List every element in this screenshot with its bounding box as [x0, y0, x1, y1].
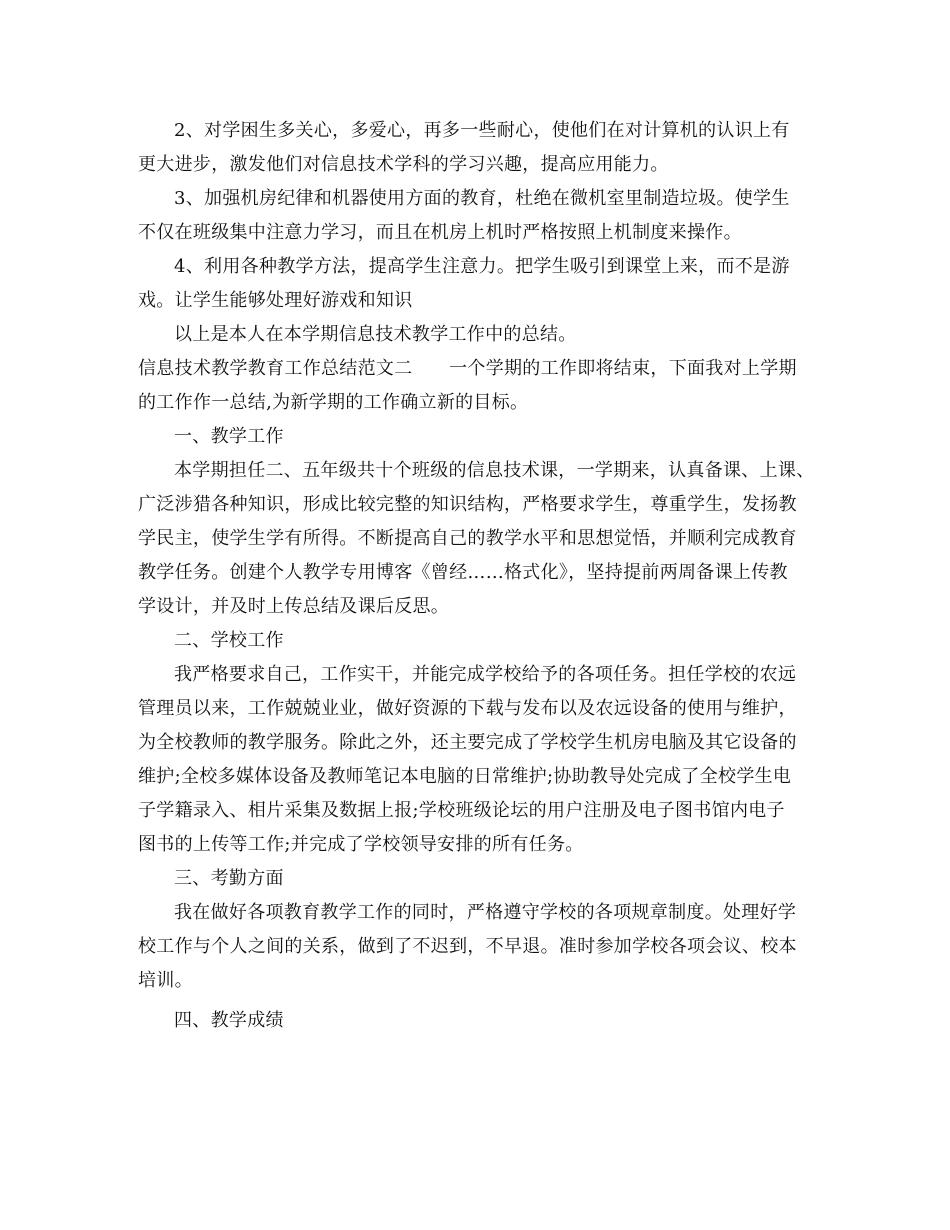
text-line: 3、加强机房纪律和机器使用方面的教育，杜绝在微机室里制造垃圾。使学生	[174, 188, 790, 209]
text-line: 培训。	[138, 970, 193, 991]
text-line: 学设计，并及时上传总结及课后反思。	[138, 596, 450, 617]
text-line: 2、对学困生多关心，多爱心，再多一些耐心，使他们在对计算机的认识上有	[174, 120, 790, 141]
section-heading: 三、考勤方面	[174, 868, 284, 889]
text-line: 戏。让学生能够处理好游戏和知识	[138, 290, 413, 311]
text-line: 为全校教师的教学服务。除此之外，还主要完成了学校学生机房电脑及其它设备的	[138, 732, 797, 753]
text-line: 广泛涉猎各种知识，形成比较完整的知识结构，严格要求学生，尊重学生，发扬教	[138, 494, 797, 515]
text-line: 我严格要求自己，工作实干，并能完成学校给予的各项任务。担任学校的农远	[174, 664, 797, 685]
text-line: 本学期担任二、五年级共十个班级的信息技术课，一学期来，认真备课、上课、	[174, 460, 815, 481]
text-line: 学民主，使学生学有所得。不断提高自己的教学水平和思想觉悟，并顺利完成教育	[138, 528, 797, 549]
text-line: 信息技术教学教育工作总结范文二 一个学期的工作即将结束，下面我对上学期	[138, 358, 797, 379]
text-line: 子学籍录入、相片采集及数据上报;学校班级论坛的用户注册及电子图书馆内电子	[138, 800, 785, 821]
text-line: 校工作与个人之间的关系，做到了不迟到，不早退。准时参加学校各项会议、校本	[138, 936, 797, 957]
text-line: 我在做好各项教育教学工作的同时，严格遵守学校的各项规章制度。处理好学	[174, 902, 797, 923]
text-line: 教学任务。创建个人教学专用博客《曾经……格式化》，坚持提前两周备课上传教	[138, 562, 788, 583]
text-line: 4、利用各种教学方法，提高学生注意力。把学生吸引到课堂上来，而不是游	[174, 256, 790, 277]
text-line: 更大进步，激发他们对信息技术学科的学习兴趣，提高应用能力。	[138, 154, 669, 175]
section-heading: 四、教学成绩	[174, 1010, 284, 1031]
text-line: 的工作作一总结,为新学期的工作确立新的目标。	[138, 392, 529, 413]
text-line: 维护;全校多媒体设备及教师笔记本电脑的日常维护;协助教导处完成了全校学生电	[138, 766, 792, 787]
text-line: 不仅在班级集中注意力学习，而且在机房上机时严格按照上机制度来操作。	[138, 222, 742, 243]
section-heading: 一、教学工作	[174, 426, 284, 447]
text-line: 管理员以来，工作兢兢业业，做好资源的下载与发布以及农远设备的使用与维护，	[138, 698, 797, 719]
text-line: 以上是本人在本学期信息技术教学工作中的总结。	[174, 324, 577, 345]
text-line: 图书的上传等工作;并完成了学校领导安排的所有任务。	[138, 834, 584, 855]
section-heading: 二、学校工作	[174, 630, 284, 651]
